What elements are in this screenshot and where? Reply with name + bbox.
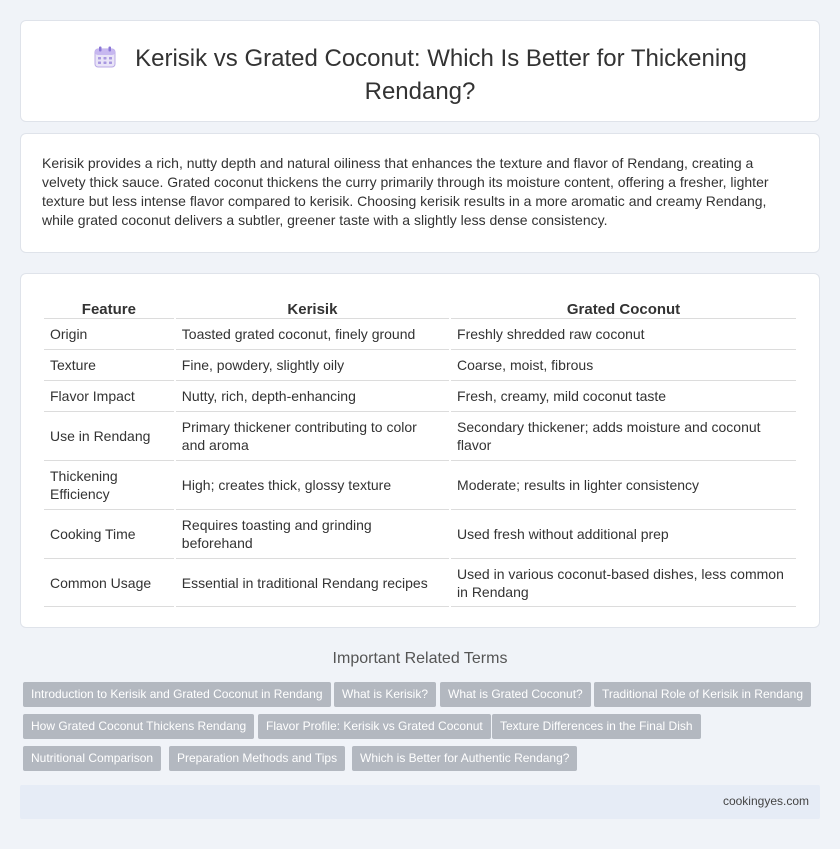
tag-introduction[interactable]: Introduction to Kerisik and Grated Coconut in Rendang [23,682,331,707]
row-kerisik: Essential in traditional Rendang recipes [176,558,449,607]
row-kerisik: Toasted grated coconut, finely ground [176,318,449,349]
row-kerisik: Fine, powdery, slightly oily [176,349,449,380]
row-kerisik: Requires toasting and grinding beforehand [176,509,449,558]
table-row [44,558,796,607]
row-feature: Flavor Impact [44,380,174,411]
tag-texture-differences[interactable]: Texture Differences in the Final Dish [492,714,701,739]
tag-traditional-role[interactable]: Traditional Role of Kerisik in Rendang [594,682,811,707]
header-grated-coconut: Grated Coconut [566,301,681,318]
row-kerisik: Primary thickener contributing to color and aroma [176,411,449,460]
header-feature: Feature [81,301,136,318]
tag-flavor-profile[interactable]: Flavor Profile: Kerisik vs Grated Coconut [258,714,491,739]
footer [20,785,820,819]
header-kerisik: Kerisik [287,301,338,318]
table-row [44,509,796,558]
table-header-row [44,296,796,318]
table-row [44,460,796,509]
row-feature: Origin [44,318,174,349]
tag-what-is-kerisik[interactable]: What is Kerisik? [334,682,436,707]
related-terms-title: Important Related Terms [332,650,508,667]
intro-card [20,133,820,253]
intro-paragraph: Kerisik provides a rich, nutty depth and natural oiliness that enhances the texture and flavor of Rendang, creating a velvety thick sauce. Grated coconut thickens the curry primarily through its moisture content, offering a fresher, lighter texture but less intense flavor compared to kerisik. Choosing kerisik results in a more aromatic and creamy Rendang, while grated coconut delivers a subtler, greener taste with a slightly less dense consistency. [42,155,769,228]
row-feature: Thickening Efficiency [44,460,174,509]
table-row [44,349,796,380]
tag-how-grated-thickens[interactable]: How Grated Coconut Thickens Rendang [23,714,254,739]
footer-site-link[interactable]: cookingyes.com [722,794,809,808]
row-grated-coconut: Freshly shredded raw coconut [451,318,796,349]
row-grated-coconut: Used fresh without additional prep [451,509,796,558]
calendar-icon [93,45,117,77]
row-feature: Use in Rendang [44,411,174,460]
row-feature: Common Usage [44,558,174,607]
comparison-table [42,296,798,607]
row-feature: Texture [44,349,174,380]
tag-preparation-methods[interactable]: Preparation Methods and Tips [169,746,345,771]
comparison-card [20,273,820,628]
title-card [20,20,820,122]
tag-nutritional-comparison[interactable]: Nutritional Comparison [23,746,161,771]
row-grated-coconut: Fresh, creamy, mild coconut taste [451,380,796,411]
row-grated-coconut: Secondary thickener; adds moisture and coconut flavor [451,411,796,460]
row-grated-coconut: Coarse, moist, fibrous [451,349,796,380]
table-row [44,411,796,460]
row-grated-coconut: Used in various coconut-based dishes, less common in Rendang [451,558,796,607]
table-row [44,380,796,411]
row-grated-coconut: Moderate; results in lighter consistency [451,460,796,509]
tag-which-is-better[interactable]: Which is Better for Authentic Rendang? [352,746,577,771]
tag-what-is-grated-coconut[interactable]: What is Grated Coconut? [440,682,591,707]
table-row [44,318,796,349]
page-title: Kerisik vs Grated Coconut: Which Is Better for Thickening Rendang? [135,45,747,105]
row-kerisik: Nutty, rich, depth-enhancing [176,380,449,411]
page-title-wrap [61,44,779,107]
row-feature: Cooking Time [44,509,174,558]
row-kerisik: High; creates thick, glossy texture [176,460,449,509]
